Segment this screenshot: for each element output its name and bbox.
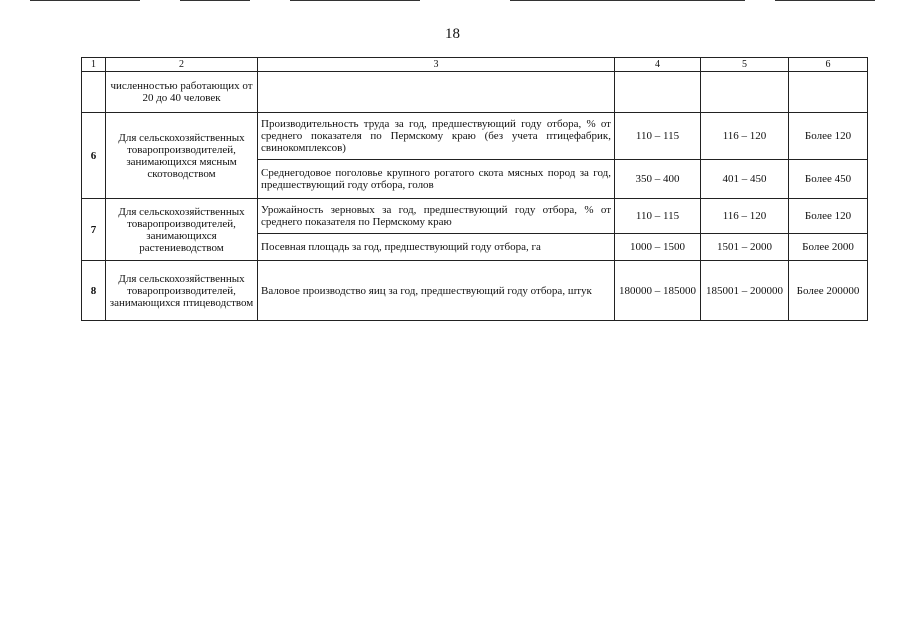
value-cell <box>789 72 868 113</box>
value-cell: Более 450 <box>789 160 868 199</box>
indicator-cell <box>258 72 615 113</box>
value-cell: 350 – 400 <box>615 160 701 199</box>
top-rule <box>510 0 745 1</box>
continuation-row <box>82 72 868 113</box>
value-cell: Более 120 <box>789 199 868 234</box>
value-cell <box>701 72 789 113</box>
row-number: 8 <box>82 261 106 321</box>
value-cell: 1000 – 1500 <box>615 234 701 261</box>
indicator-cell: Валовое производство яиц за год, предшествующий году отбора, штук <box>258 261 615 321</box>
value-cell: 1501 – 2000 <box>701 234 789 261</box>
table-row <box>82 113 868 160</box>
value-cell: Более 120 <box>789 113 868 160</box>
value-cell: 116 – 120 <box>701 113 789 160</box>
category-cell: Для сельскохозяйственных товаропроизводителей, занимающихся птицеводством <box>106 261 258 321</box>
top-rule <box>30 0 140 1</box>
header-cell: 5 <box>701 58 789 72</box>
page-number: 18 <box>445 26 460 42</box>
value-cell: Более 2000 <box>789 234 868 261</box>
header-cell: 6 <box>789 58 868 72</box>
value-cell: 110 – 115 <box>615 199 701 234</box>
top-rule <box>180 0 250 1</box>
top-rule <box>290 0 420 1</box>
category-cell: Для сельскохозяйственных товаропроизводителей, занимающихся растениеводством <box>106 199 258 261</box>
value-cell: 401 – 450 <box>701 160 789 199</box>
indicator-cell: Производительность труда за год, предшествующий году отбора, % от среднего показателя по Пермскому краю (без учета птицефабрик, свинокомплексов) <box>258 113 615 160</box>
indicator-cell: Посевная площадь за год, предшествующий году отбора, га <box>258 234 615 261</box>
value-cell <box>615 72 701 113</box>
value-cell: 116 – 120 <box>701 199 789 234</box>
value-cell: 180000 – 185000 <box>615 261 701 321</box>
value-cell: 185001 – 200000 <box>701 261 789 321</box>
header-cell: 4 <box>615 58 701 72</box>
header-cell: 3 <box>258 58 615 72</box>
header-cell: 1 <box>82 58 106 72</box>
category-cell: Для сельскохозяйственных товаропроизводителей, занимающихся мясным скотоводством <box>106 113 258 199</box>
table-row <box>82 199 868 234</box>
header-row <box>82 58 868 72</box>
value-cell: 110 – 115 <box>615 113 701 160</box>
indicator-cell: Урожайность зерновых за год, предшествующий году отбора, % от среднего показателя по Пермскому краю <box>258 199 615 234</box>
table-row <box>82 261 868 321</box>
criteria-table <box>81 57 868 321</box>
row-number: 7 <box>82 199 106 261</box>
top-rule <box>775 0 875 1</box>
category-cell: численностью работающих от 20 до 40 человек <box>106 72 258 113</box>
row-number <box>82 72 106 113</box>
header-cell: 2 <box>106 58 258 72</box>
row-number: 6 <box>82 113 106 199</box>
value-cell: Более 200000 <box>789 261 868 321</box>
indicator-cell: Среднегодовое поголовье крупного рогатого скота мясных пород за год, предшествующий году отбора, голов <box>258 160 615 199</box>
